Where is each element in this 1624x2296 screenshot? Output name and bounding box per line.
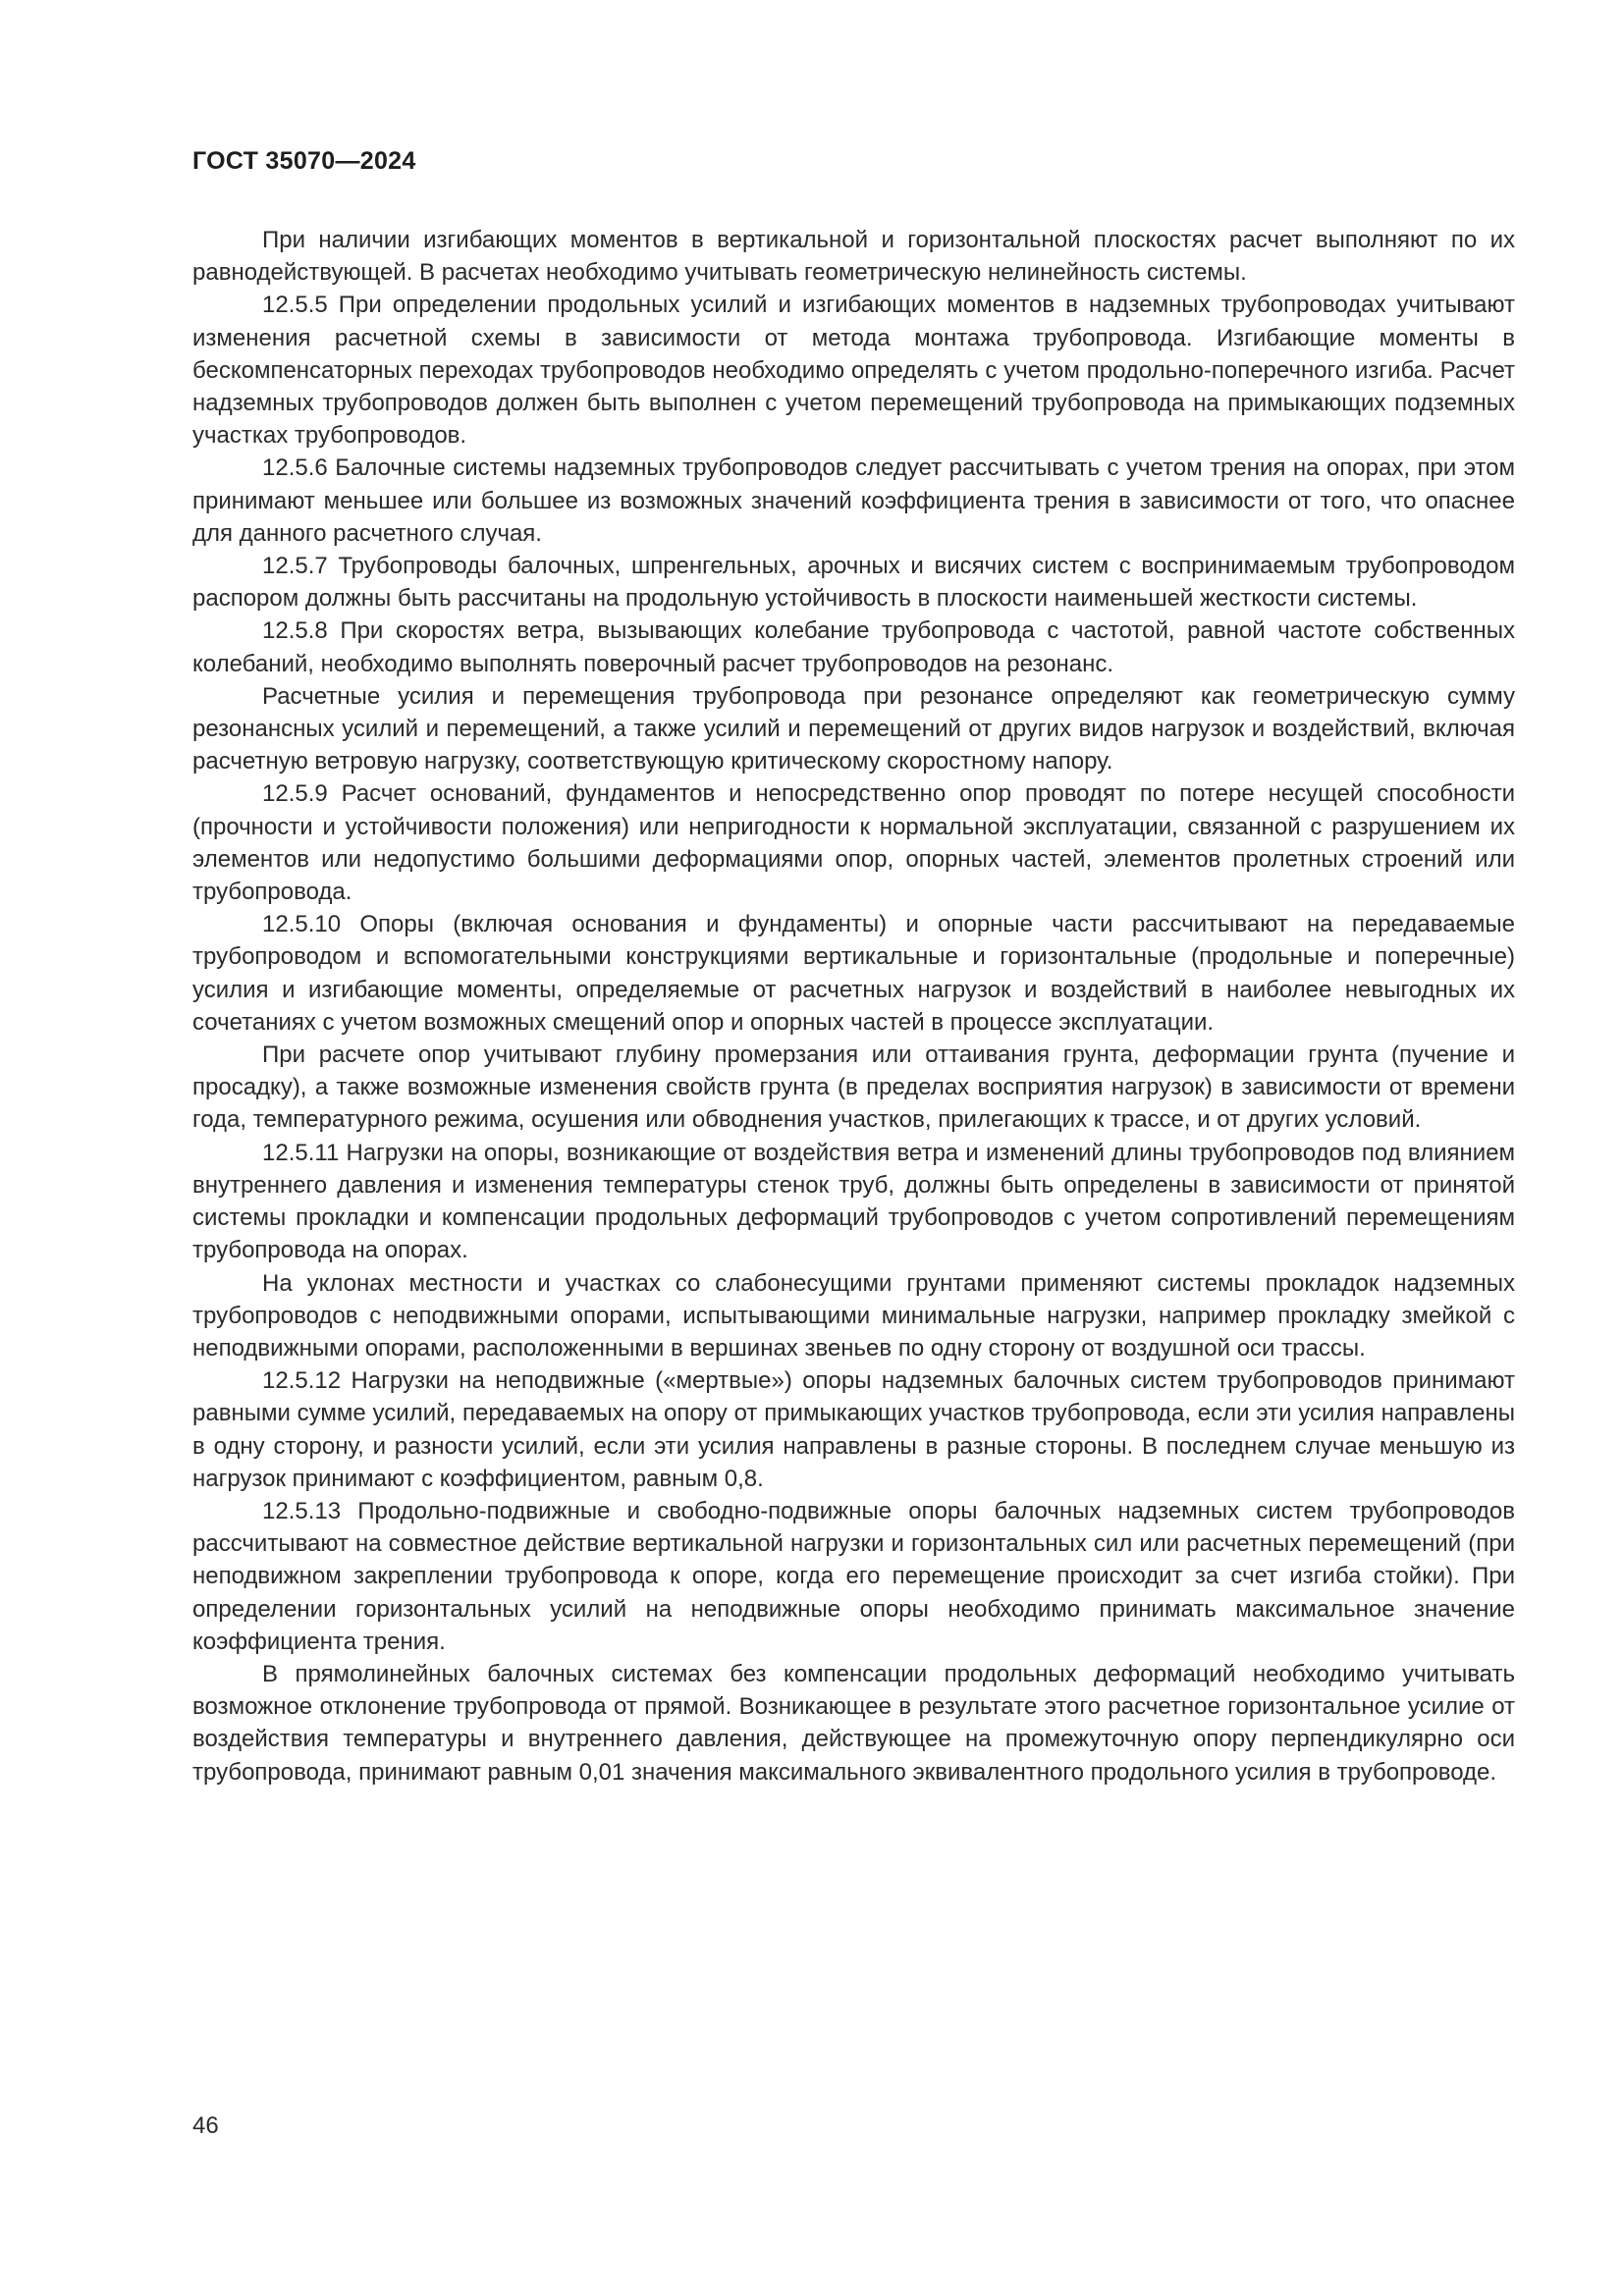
paragraph: При расчете опор учитывают глубину промерзания или оттаивания грунта, деформации грунта (пучение и просадку), а также возможные изменения свойств грунта (в пределах восприятия нагрузок) в зависимости от времени года, температурного режима, осушения или обводнения участков, прилегающих к трассе, и от других условий. [192,1041,1515,1134]
paragraph-12-5-11: 12.5.11 Нагрузки на опоры, возникающие от воздействия ветра и изменений длины трубопроводов под влиянием внутреннего давления и изменения температуры стенок труб, должны быть определены в зависимости от принятой системы прокладки и компенсации продольных деформаций трубопроводов с учетом сопротивлений перемещениям трубопровода на опорах. [192,1139,1515,1264]
paragraph: В прямолинейных балочных системах без компенсации продольных деформаций необходимо учитывать возможное отклонение трубопровода от прямой. Возникающее в результате этого расчетное горизонтальное усилие от воздействия температуры и внутреннего давления, действующее на промежуточную опору перпендикулярно оси трубопровода, принимают равным 0,01 значения максимального эквивалентного продольного усилия в трубопроводе. [192,1660,1515,1786]
paragraph-12-5-9: 12.5.9 Расчет оснований, фундаментов и непосредственно опор проводят по потере несущей способности (прочности и устойчивости положения) или непригодности к нормальной эксплуатации, связанной с разрушением их элементов или недопустимо большими деформациями опор, опорных частей, элементов пролетных строений или трубопровода. [192,780,1515,906]
paragraph: При наличии изгибающих моментов в вертикальной и горизонтальной плоскостях расчет выполняют по их равнодействующей. В расчетах необходимо учитывать геометрическую нелинейность системы. [192,227,1515,287]
paragraph-12-5-12: 12.5.12 Нагрузки на неподвижные («мертвые») опоры надземных балочных систем трубопроводов принимают равными сумме усилий, передаваемых на опору от примыкающих участков трубопровода, если эти усилия направлены в одну сторону, и разности усилий, если эти усилия направлены в разные стороны. В последнем случае меньшую из нагрузок принимают с коэффициентом, равным 0,8. [192,1367,1515,1492]
paragraph-12-5-13: 12.5.13 Продольно-подвижные и свободно-подвижные опоры балочных надземных систем трубопроводов рассчитывают на совместное действие вертикальной нагрузки и горизонтальных сил или расчетных перемещений (при неподвижном закреплении трубопровода к опоре, когда его перемещение происходит за счет изгиба стойки). При определении горизонтальных усилий на неподвижные опоры необходимо принимать максимальное значение коэффициента трения. [192,1497,1515,1655]
document-body [192,224,1515,1789]
paragraph-12-5-10: 12.5.10 Опоры (включая основания и фундаменты) и опорные части рассчитывают на передаваемые трубопроводом и вспомогательными конструкциями вертикальные и горизонтальные (продольные и поперечные) усилия и изгибающие моменты, определяемые от расчетных нагрузок и воздействий в наиболее невыгодных их сочетаниях с учетом возможных смещений опор и опорных частей в процессе эксплуатации. [192,911,1515,1036]
paragraph: На уклонах местности и участках со слабонесущими грунтами применяют системы прокладок надземных трубопроводов с неподвижными опорами, испытывающими минимальные нагрузки, например прокладку змейкой с неподвижными опорами, расположенными в вершинах звеньев по одну сторону от воздушной оси трассы. [192,1269,1515,1362]
page-number: 46 [192,2112,219,2139]
paragraph-12-5-7: 12.5.7 Трубопроводы балочных, шпренгельных, арочных и висячих систем с воспринимаемым трубопроводом распором должны быть рассчитаны на продольную устойчивость в плоскости наименьшей жесткости системы. [192,553,1515,613]
paragraph-12-5-6: 12.5.6 Балочные системы надземных трубопроводов следует рассчитывать с учетом трения на опорах, при этом принимают меньшее или большее из возможных значений коэффициента трения в зависимости от того, что опаснее для данного расчетного случая. [192,454,1515,547]
paragraph: Расчетные усилия и перемещения трубопровода при резонансе определяют как геометрическую сумму резонансных усилий и перемещений, а также усилий и перемещений от других видов нагрузок и воздействий, включая расчетную ветровую нагрузку, соответствующую критическому скоростному напору. [192,682,1515,775]
standard-header: ГОСТ 35070—2024 [192,147,416,175]
paragraph-12-5-5: 12.5.5 При определении продольных усилий и изгибающих моментов в надземных трубопроводах учитывают изменения расчетной схемы в зависимости от метода монтажа трубопровода. Изгибающие моменты в бескомпенсаторных переходах трубопроводов необходимо определять с учетом продольно-поперечного изгиба. Расчет надземных трубопроводов должен быть выполнен с учетом перемещений трубопровода на примыкающих подземных участках трубопроводов. [192,292,1515,450]
paragraph-12-5-8: 12.5.8 При скоростях ветра, вызывающих колебание трубопровода с частотой, равной частоте собственных колебаний, необходимо выполнять поверочный расчет трубопроводов на резонанс. [192,617,1515,677]
